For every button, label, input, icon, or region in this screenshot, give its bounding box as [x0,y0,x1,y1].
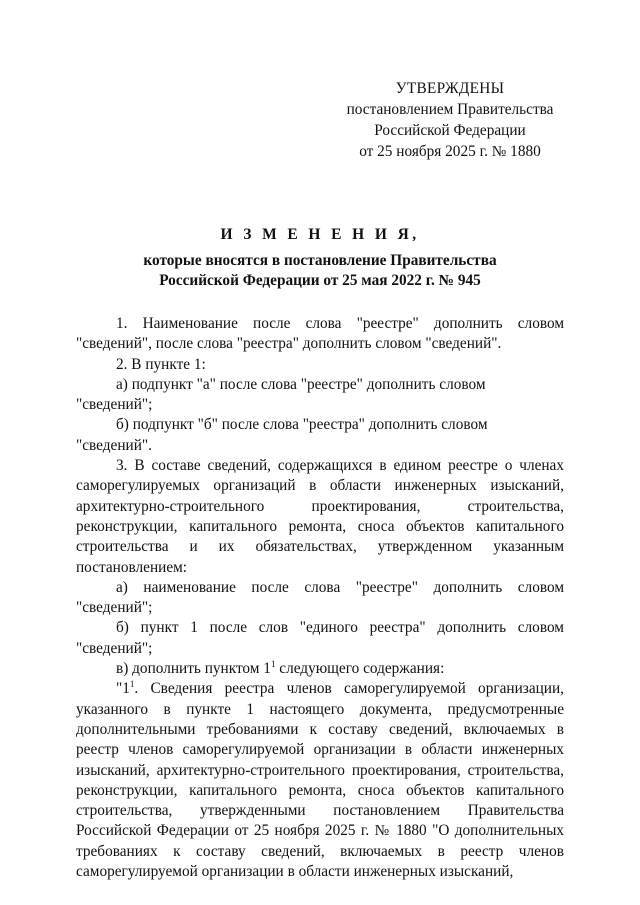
quoted-paragraph [76,679,564,882]
approved-authority-line: Российской Федерации [374,122,526,139]
quote-superscript: 1 [129,679,135,690]
document-subtitle [100,251,540,291]
paragraph-3c-superscript: 1 [270,659,276,670]
subtitle-line-1: которые вносятся в постановление Правительства [143,252,497,269]
approved-date-line: от 25 ноября 2025 г. № 1880 [359,143,541,160]
approved-title: УТВЕРЖДЕНЫ [395,80,505,97]
paragraph-3c-prefix: в) дополнить пунктом 1 [116,660,271,678]
paragraph-2b: б) подпункт "б" после слова "реестра" дополнить словом "сведений". [76,416,488,454]
paragraph-2: 2. В пункте 1: [116,355,206,373]
paragraph-3c [76,659,564,679]
approval-stamp-block [330,78,570,162]
paragraph-3: 3. В составе сведений, содержащихся в едином реестре о членах саморегулируемых организаций в области инженерных изысканий, архитектурно-строительного проектирования, строительства, реконструкции, капитального ремонта, сноса объектов капитального строительства и их обязательствах, утвержденном указанным постановлением: [76,457,564,576]
subtitle-line-2: Российской Федерации от 25 мая 2022 г. № 945 [159,272,481,289]
paragraph-2a: а) подпункт "а" после слова "реестре" дополнить словом "сведений"; [76,375,486,414]
quote-prefix: "1 [116,680,130,698]
document-body [76,314,564,882]
document-title: И З М Е Н Е Н И Я, [220,226,420,243]
quote-text: . Сведения реестра членов саморегулируемой организации, указанного в пункте 1 настоящего документа, предусмотренные дополнительными требованиями к составу сведений, включаемых в реестр членов саморегулируемой организации в области инженерных изысканий, архитектурно-строительного проектирования, строительства, реконструкции, капитального ремонта, сноса объектов капитального строительства, утвержденными постановлением Правительства Российской Федерации от 25 ноября 2025 г. № 1880 "О дополнительных требованиях к составу сведений, включаемых в реестр членов саморегулируемой организации в области инженерных изысканий, [76,680,564,881]
approved-by-line: постановлением Правительства [346,101,554,118]
paragraph-3b: б) пункт 1 после слов "единого реестра" дополнить словом "сведений"; [76,619,564,657]
paragraph-3a: а) наименование после слова "реестре" дополнить словом "сведений"; [76,578,564,617]
paragraph-3c-suffix: следующего содержания: [275,660,445,678]
paragraph-1: 1. Наименование после слова "реестре" дополнить словом "сведений", после слова "реестра" дополнить словом "сведений". [76,315,564,353]
